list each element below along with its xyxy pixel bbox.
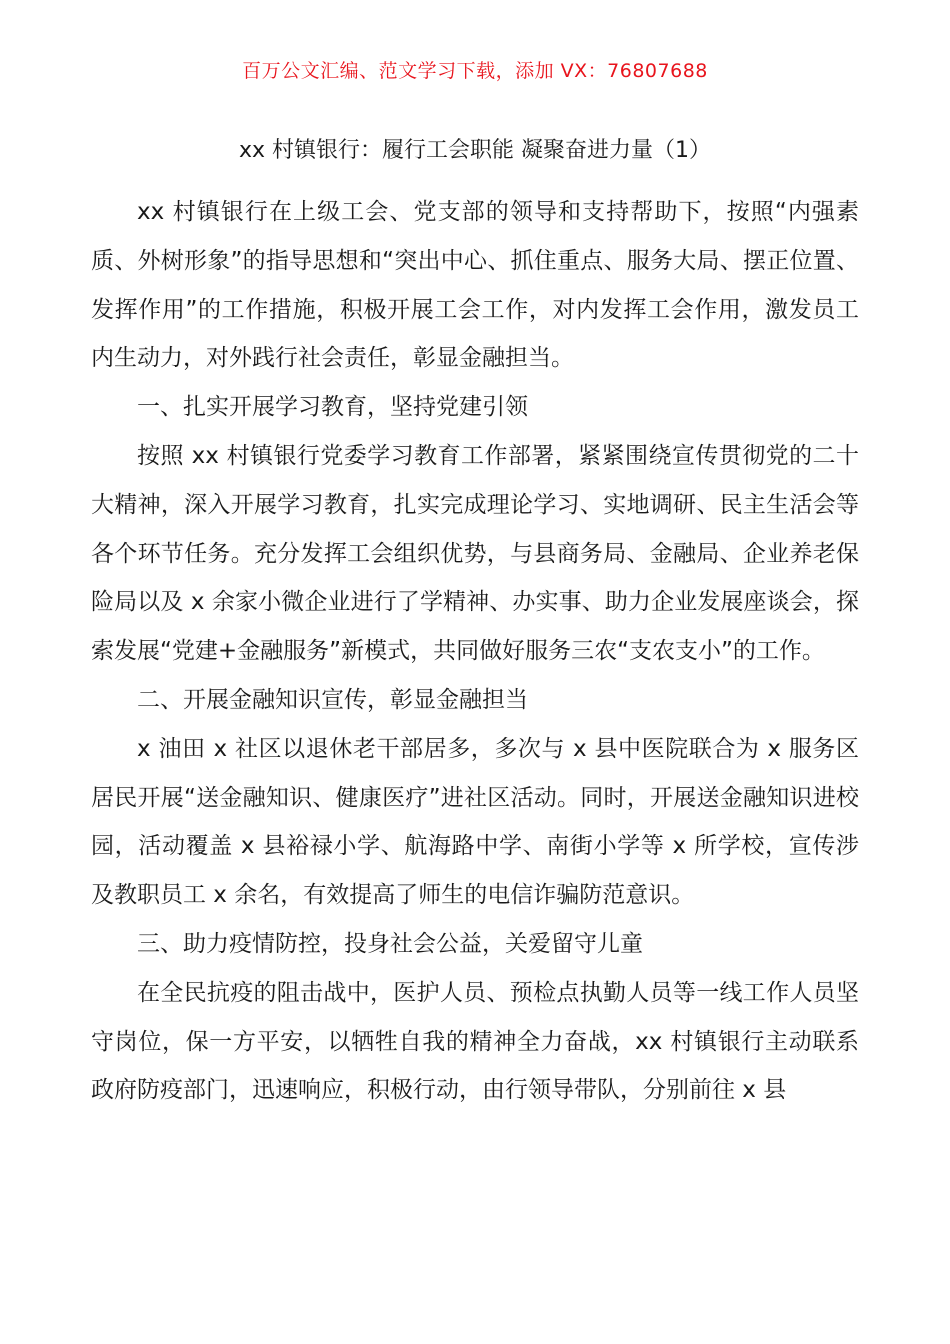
intro-paragraph: xx 村镇银行在上级工会、党支部的领导和支持帮助下，按照“内强素质、外树形象”的指导思想和“突出中心、抓住重点、服务大局、摆正位置、发挥作用”的工作措施，积极开展工会工作，对内发挥工会作用，激发员工内生动力，对外践行社会责任，彰显金融担当。 xyxy=(91,199,859,372)
document-title: xx 村镇银行：履行工会职能 凝聚奋进力量（1） xyxy=(238,138,712,163)
document-body xyxy=(91,188,859,1115)
section-3-heading: 三、助力疫情防控，投身社会公益，关爱留守儿童 xyxy=(137,930,643,957)
header-watermark-note: 百万公文汇编、范文学习下载，添加 VX：76807688 xyxy=(242,60,708,82)
section-1-heading: 一、扎实开展学习教育，坚持党建引领 xyxy=(137,394,528,421)
section-2-paragraph: x 油田 x 社区以退休老干部居多，多次与 x 县中医院联合为 x 服务区居民开展“送金融知识、健康医疗”进社区活动。同时，开展送金融知识进校园，活动覆盖 x 县裕禄小学、航海路中学、南街小学等 x 所学校，宣传涉及教职员工 x 余名，有效提高了师生的电信诈骗防范意识。 xyxy=(91,735,859,909)
section-1-paragraph: 按照 xx 村镇银行党委学习教育工作部署，紧紧围绕宣传贯彻党的二十大精神，深入开展学习教育，扎实完成理论学习、实地调研、民主生活会等各个环节任务。充分发挥工会组织优势，与县商务局、金融局、企业养老保险局以及 x 余家小微企业进行了学精神、办实事、助力企业发展座谈会，探索发展“党建+金融服务”新模式，共同做好服务三农“支农支小”的工作。 xyxy=(91,442,859,665)
section-3-paragraph: 在全民抗疫的阻击战中，医护人员、预检点执勤人员等一线工作人员坚守岗位，保一方平安，以牺牲自我的精神全力奋战，xx 村镇银行主动联系政府防疫部门，迅速响应，积极行动，由行领导带队，分别前往 x 县 xyxy=(91,979,859,1104)
section-2-heading: 二、开展金融知识宣传，彰显金融担当 xyxy=(137,686,528,713)
